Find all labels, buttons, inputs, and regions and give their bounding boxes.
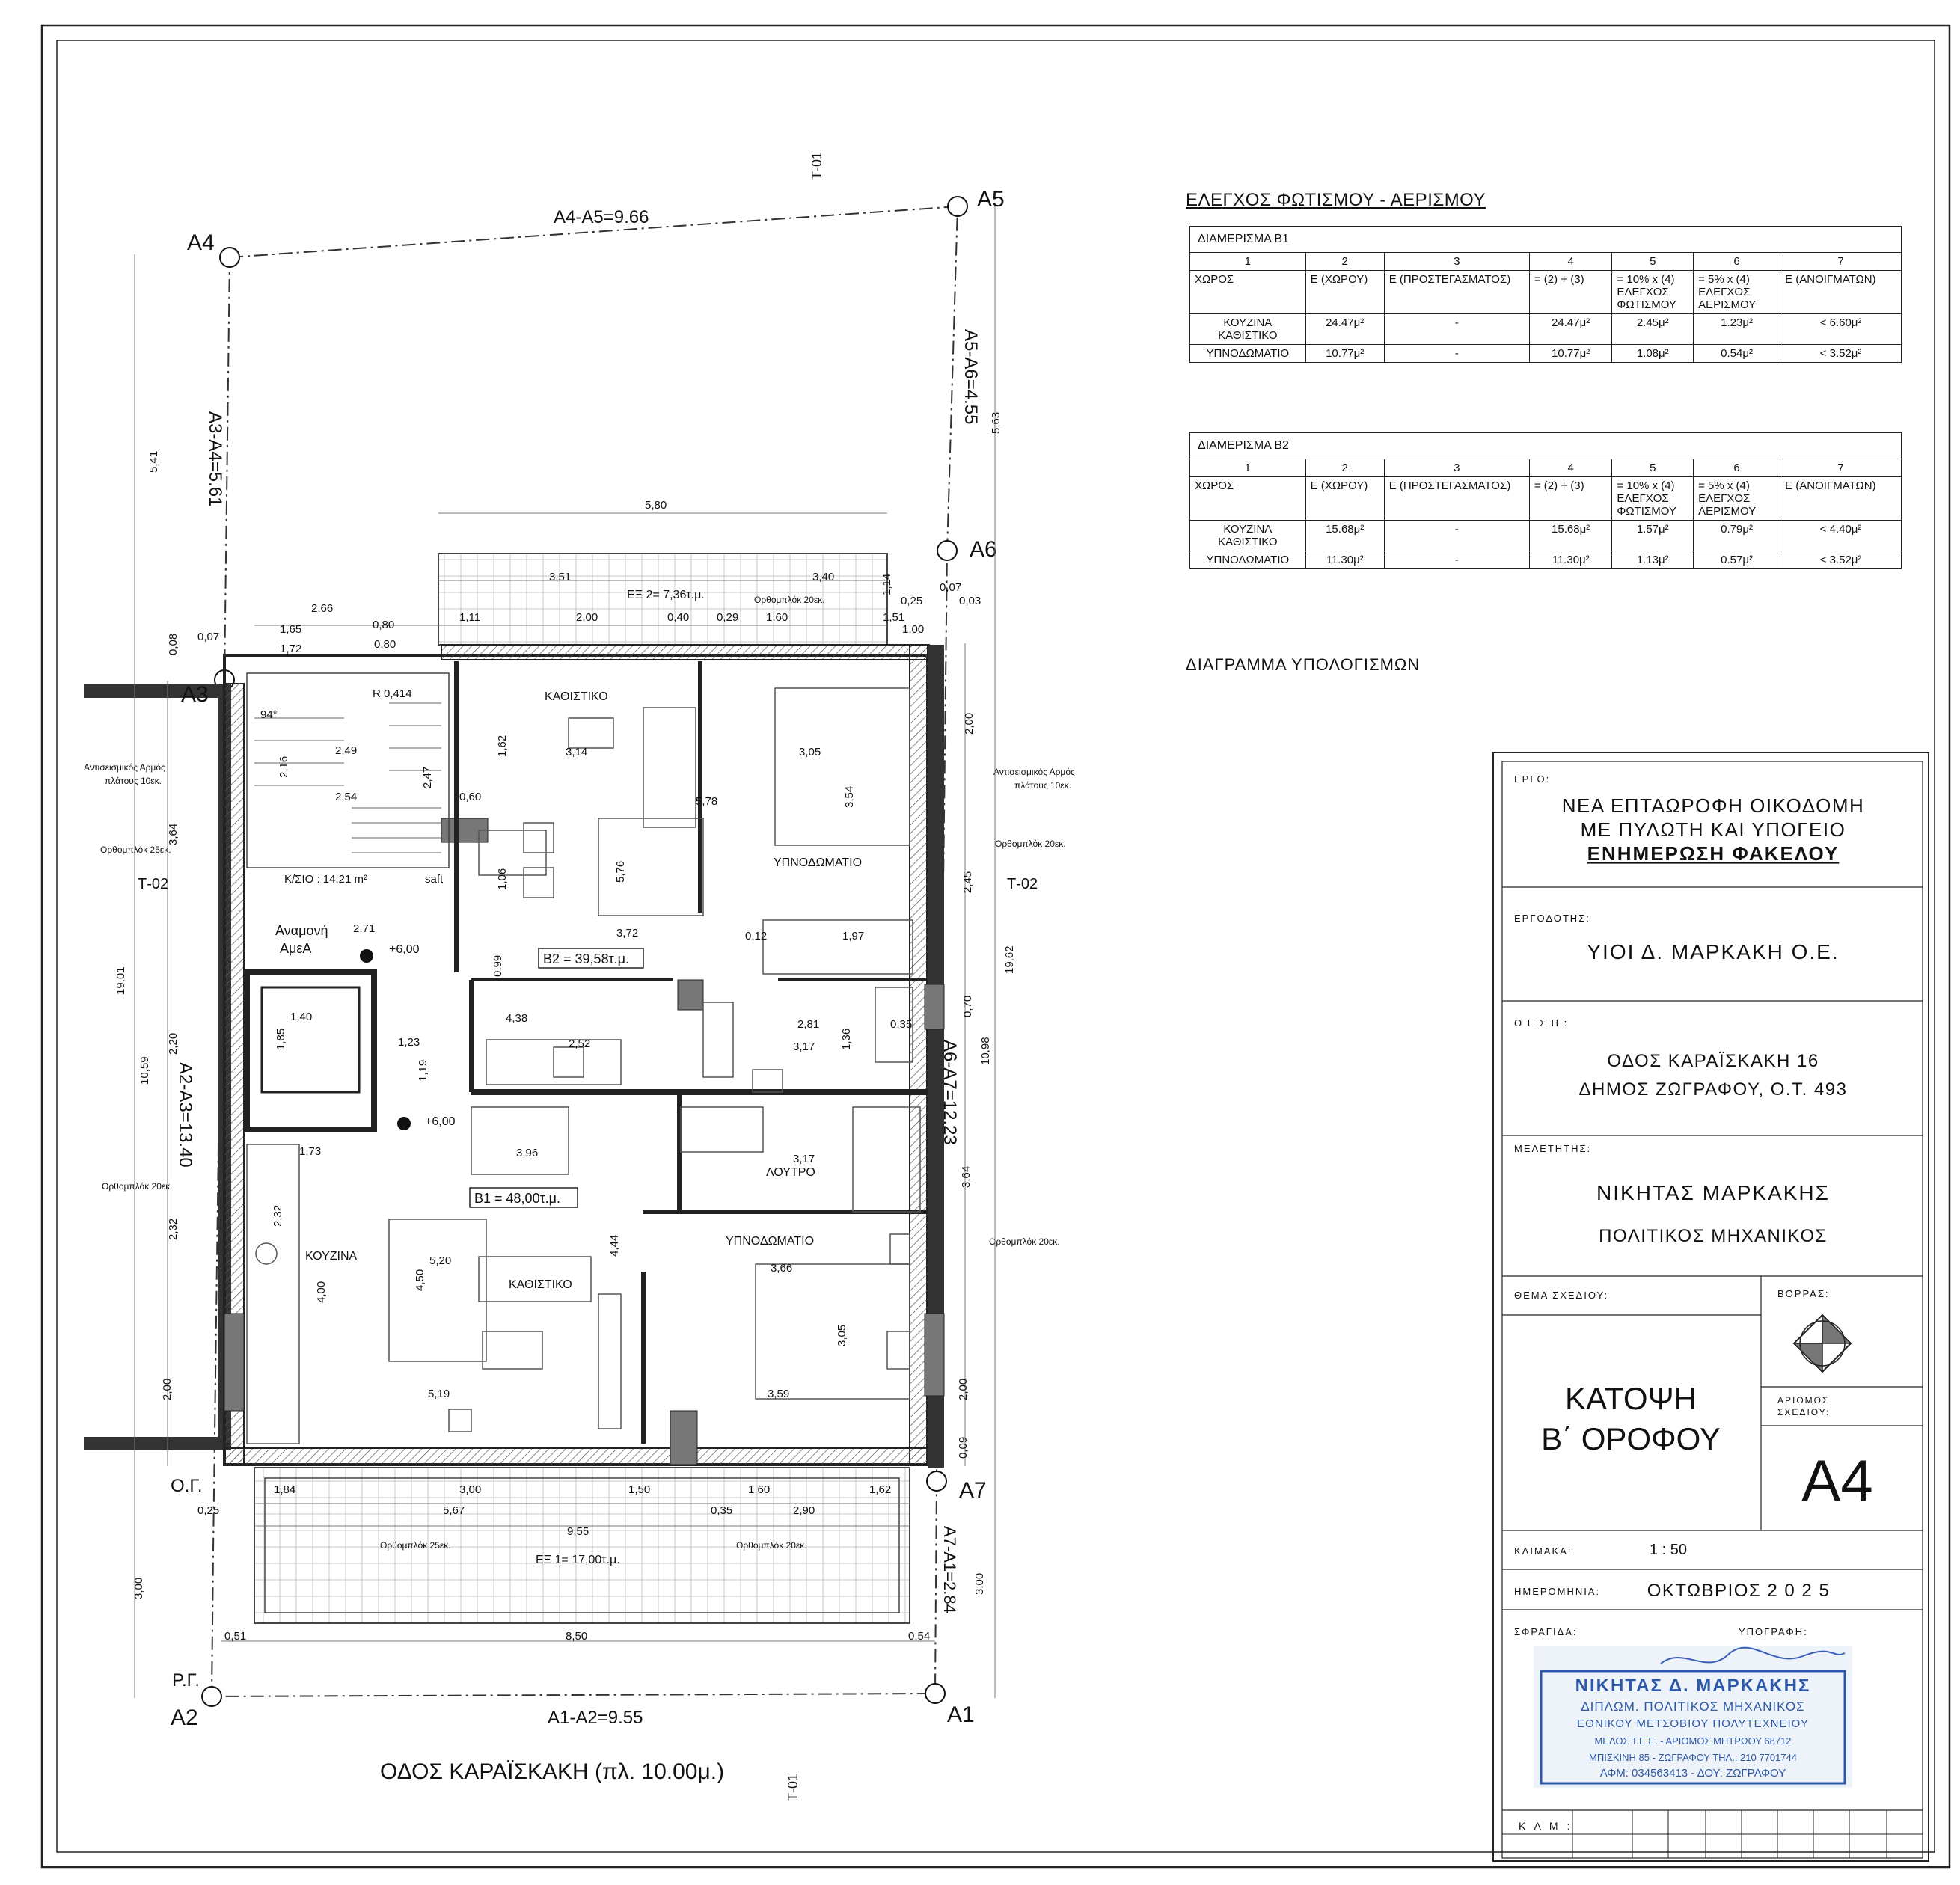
date-value: ΟΚΤΩΒΡΙΟΣ 2 0 2 5: [1647, 1581, 1831, 1601]
note-ortho20-right-mid: Ορθομπλόκ 20εκ.: [989, 1236, 1060, 1247]
calc-col-header: ΧΩΡΟΣ: [1190, 477, 1306, 521]
calc-cell: ΥΠΝΟΔΩΜΑΤΙΟ: [1190, 345, 1306, 363]
svg-text:0,40: 0,40: [667, 611, 690, 624]
project-line-2: ΜΕ ΠΥΛΩΤΗ ΚΑΙ ΥΠΟΓΕΙΟ: [1580, 818, 1846, 841]
subject-label: ΘΕΜΑ ΣΧΕΔΙΟΥ:: [1514, 1290, 1609, 1301]
svg-text:1,36: 1,36: [840, 1028, 853, 1050]
svg-text:0,03: 0,03: [959, 595, 981, 607]
point-a1: Α1: [947, 1702, 975, 1727]
stamp-line-5: ΜΠΙΣΚΙΝΗ 85 - ΖΩΓΡΑΦΟΥ ΤΗΛ.: 210 7701744: [1588, 1752, 1797, 1763]
scale-value: 1 : 50: [1649, 1542, 1688, 1558]
svg-text:0,51: 0,51: [224, 1630, 247, 1643]
svg-text:0,25: 0,25: [197, 1504, 220, 1517]
calc-row: [1190, 521, 1902, 551]
calc-cell: ΥΠΝΟΔΩΜΑΤΙΟ: [1190, 551, 1306, 569]
calc-cell: 11.30μ²: [1305, 551, 1384, 569]
svg-text:4,38: 4,38: [506, 1012, 528, 1025]
room-b1-bath: ΛΟΥΤΡΟ: [766, 1166, 815, 1179]
calc-col-header: = 10% x (4) ΕΛΕΓΧΟΣ ΦΩΤΙΣΜΟΥ: [1612, 271, 1694, 314]
calc-col-number: 7: [1780, 253, 1902, 271]
svg-text:3,59: 3,59: [768, 1388, 790, 1400]
calc-col-header: Ε (ΧΩΡΟΥ): [1305, 271, 1384, 314]
calc-cell: -: [1384, 345, 1529, 363]
calc-cell: 24.47μ²: [1305, 314, 1384, 345]
calc-cell: < 3.52μ²: [1780, 551, 1902, 569]
note-joint-right: Αντισεισμικός Αρμός πλάτους 10εκ.: [993, 767, 1075, 791]
svg-text:2,52: 2,52: [569, 1037, 591, 1050]
svg-text:0,12: 0,12: [745, 930, 768, 942]
calc-cell: 0.57μ²: [1694, 551, 1780, 569]
svg-text:2,66: 2,66: [311, 602, 334, 615]
svg-text:0,80: 0,80: [373, 619, 395, 631]
svg-text:3,17: 3,17: [793, 1040, 815, 1053]
svg-text:1,51: 1,51: [883, 611, 905, 624]
calc-cell: 11.30μ²: [1529, 551, 1612, 569]
svg-text:1,19: 1,19: [417, 1059, 429, 1082]
svg-text:1,50: 1,50: [628, 1483, 651, 1496]
svg-text:3,00: 3,00: [459, 1483, 482, 1496]
svg-text:1,11: 1,11: [459, 611, 481, 624]
calc-cell: -: [1384, 551, 1529, 569]
note-ortho20-left: Ορθομπλόκ 20εκ.: [102, 1181, 173, 1192]
point-a3: Α3: [181, 682, 209, 707]
point-a4: Α4: [187, 230, 215, 255]
room-b1-living: ΚΑΘΙΣΤΙΚΟ: [509, 1278, 572, 1291]
calc-col-number: 2: [1305, 253, 1384, 271]
svg-text:2,00: 2,00: [957, 1378, 970, 1400]
svg-text:5,67: 5,67: [443, 1504, 465, 1517]
project-label: ΕΡΓΟ:: [1514, 773, 1551, 785]
calc-row: [1190, 345, 1902, 363]
svg-text:3,72: 3,72: [616, 927, 639, 940]
point-a7: Α7: [959, 1478, 987, 1503]
note-joint-left-l1: Αντισεισμικός Αρμός: [84, 762, 165, 773]
level-2: +6,00: [425, 1115, 456, 1128]
svg-text:3,64: 3,64: [960, 1165, 973, 1188]
calc-row: [1190, 551, 1902, 569]
svg-text:0,08: 0,08: [167, 633, 180, 655]
calc-cell: -: [1384, 521, 1529, 551]
calc-heading: ΕΛΕΓΧΟΣ ΦΩΤΙΣΜΟΥ - ΑΕΡΙΣΜΟΥ: [1186, 190, 1486, 210]
calc-col-number: 1: [1190, 253, 1306, 271]
stamp-line-4: ΜΕΛΟΣ Τ.Ε.Ε. - ΑΡΙΘΜΟΣ ΜΗΤΡΩΟΥ 68712: [1594, 1735, 1792, 1747]
owner-label: ΕΡΓΟΔΟΤΗΣ:: [1514, 913, 1590, 924]
calc-table-b2: [1189, 432, 1902, 569]
point-a6: Α6: [970, 537, 997, 562]
svg-text:1,60: 1,60: [766, 611, 788, 624]
svg-text:1,65: 1,65: [280, 623, 302, 636]
calc-col-number: 5: [1612, 459, 1694, 477]
calc-cell: 10.77μ²: [1529, 345, 1612, 363]
calc-cell: 24.47μ²: [1529, 314, 1612, 345]
svg-text:3,00: 3,00: [973, 1572, 986, 1595]
svg-text:0,09: 0,09: [957, 1436, 970, 1459]
svg-text:3,66: 3,66: [771, 1262, 793, 1275]
svg-text:1,62: 1,62: [496, 735, 509, 757]
project-line-3: ΕΝΗΜΕΡΩΣΗ ΦΑΚΕΛΟΥ: [1587, 842, 1840, 865]
calc-cell: 15.68μ²: [1529, 521, 1612, 551]
svg-text:5,41: 5,41: [147, 450, 160, 473]
svg-text:5,19: 5,19: [428, 1388, 450, 1400]
designer-label: ΜΕΛΕΤΗΤΗΣ:: [1514, 1143, 1592, 1154]
svg-text:2,00: 2,00: [963, 712, 976, 735]
subject-line-1: ΚΑΤΟΨΗ: [1565, 1381, 1697, 1416]
svg-text:3,51: 3,51: [549, 571, 572, 583]
calc-col-header: Ε (ΑΝΟΙΓΜΑΤΩΝ): [1780, 271, 1902, 314]
calc-table-title: ΔΙΑΜΕΡΙΣΜΑ Β1: [1190, 227, 1902, 253]
project-line-1: ΝΕΑ ΕΠΤΑΩΡΟΦΗ ΟΙΚΟΔΟΜΗ: [1561, 794, 1865, 817]
svg-text:10,59: 10,59: [138, 1056, 151, 1085]
svg-text:3,64: 3,64: [167, 823, 180, 845]
area-balcony-bottom: ΕΞ 1= 17,00τ.μ.: [536, 1554, 620, 1566]
dim-a3-a4: Α3-Α4=5.61: [205, 411, 225, 507]
kam-label: Κ Α Μ :: [1519, 1820, 1573, 1832]
svg-text:1,85: 1,85: [275, 1028, 287, 1050]
calc-cell: 0.79μ²: [1694, 521, 1780, 551]
scale-label: ΚΛΙΜΑΚΑ:: [1514, 1545, 1572, 1557]
note-ortho20-balcony: Ορθομπλόκ 20εκ.: [754, 595, 825, 605]
svg-text:1,23: 1,23: [398, 1036, 420, 1049]
section-t02-right: Τ-02: [1007, 876, 1038, 892]
calc-table-b1: [1189, 226, 1902, 363]
calc-cell: 10.77μ²: [1305, 345, 1384, 363]
calc-cell: 1.08μ²: [1612, 345, 1694, 363]
location-line-2: ΔΗΜΟΣ ΖΩΓΡΑΦΟΥ, Ο.Τ. 493: [1578, 1079, 1848, 1100]
north-label: ΒΟΡΡΑΣ:: [1777, 1288, 1830, 1299]
calc-col-header: = (2) + (3): [1529, 271, 1612, 314]
level-1: +6,00: [389, 943, 420, 956]
calc-cell: 0.54μ²: [1694, 345, 1780, 363]
svg-text:0,07: 0,07: [197, 631, 220, 643]
svg-text:1,97: 1,97: [842, 930, 865, 942]
svg-text:3,17: 3,17: [793, 1153, 815, 1165]
dim-a2-a3: Α2-Α3=13.40: [175, 1062, 195, 1168]
calc-cell: 1.13μ²: [1612, 551, 1694, 569]
svg-text:1,40: 1,40: [290, 1011, 313, 1023]
svg-text:5,78: 5,78: [696, 795, 718, 808]
calc-col-header: = 5% x (4) ΕΛΕΓΧΟΣ ΑΕΡΙΣΜΟΥ: [1694, 477, 1780, 521]
section-t01-top: Τ-01: [809, 151, 824, 180]
svg-text:0,25: 0,25: [901, 595, 923, 607]
svg-text:2,16: 2,16: [278, 755, 290, 778]
svg-text:3,54: 3,54: [843, 785, 856, 808]
stamp-line-2: ΔΙΠΛΩΜ. ΠΟΛΙΤΙΚΟΣ ΜΗΧΑΝΙΚΟΣ: [1581, 1699, 1805, 1714]
calc-col-number: 6: [1694, 459, 1780, 477]
calc-cell: -: [1384, 314, 1529, 345]
calc-col-header: ΧΩΡΟΣ: [1190, 271, 1306, 314]
calc-cell: 1.57μ²: [1612, 521, 1694, 551]
svg-text:8,50: 8,50: [566, 1630, 588, 1643]
calc-cell: ΚΟΥΖΙΝΑ ΚΑΘΙΣΤΙΚΟ: [1190, 521, 1306, 551]
room-b2-living: ΚΑΘΙΣΤΙΚΟ: [545, 690, 608, 703]
subject-line-2: Β΄ ΟΡΟΦΟΥ: [1541, 1421, 1721, 1456]
calc-table-title: ΔΙΑΜΕΡΙΣΜΑ Β2: [1190, 433, 1902, 459]
svg-text:0,35: 0,35: [890, 1018, 913, 1031]
dim-a4-a5: Α4-Α5=9.66: [554, 207, 649, 227]
calc-col-number: 1: [1190, 459, 1306, 477]
svg-text:2,49: 2,49: [335, 744, 358, 757]
svg-text:3,96: 3,96: [516, 1147, 539, 1159]
calc-col-header: = (2) + (3): [1529, 477, 1612, 521]
calc-cell: 2.45μ²: [1612, 314, 1694, 345]
calc-col-number: 7: [1780, 459, 1902, 477]
note-ortho25-left: Ορθομπλόκ 25εκ.: [100, 845, 171, 855]
calc-diagram-title: ΔΙΑΓΡΑΜΜΑ ΥΠΟΛΟΓΙΣΜΩΝ: [1186, 655, 1421, 674]
note-joint-left-l2: πλάτους 10εκ.: [105, 776, 162, 786]
waiting-label-2: ΑμεΑ: [280, 941, 312, 956]
svg-text:5,20: 5,20: [429, 1254, 452, 1267]
note-joint-left: [84, 762, 165, 786]
room-b1-bedroom: ΥΠΝΟΔΩΜΑΤΙΟ: [726, 1235, 815, 1248]
drawing-no-label-2: ΣΧΕΔΙΟΥ:: [1777, 1407, 1831, 1417]
note-radius: R 0,414: [373, 687, 412, 700]
drawing-no-label-1: ΑΡΙΘΜΟΣ: [1777, 1395, 1830, 1406]
svg-text:2,32: 2,32: [167, 1218, 180, 1240]
calc-col-header: = 5% x (4) ΕΛΕΓΧΟΣ ΑΕΡΙΣΜΟΥ: [1694, 271, 1780, 314]
point-a5: Α5: [977, 187, 1005, 212]
calc-col-number: 4: [1529, 253, 1612, 271]
stamp-line-1: ΝΙΚΗΤΑΣ Δ. ΜΑΡΚΑΚΗΣ: [1575, 1676, 1811, 1696]
svg-text:5,76: 5,76: [614, 860, 627, 883]
calc-col-number: 4: [1529, 459, 1612, 477]
point-a2: Α2: [171, 1705, 198, 1730]
svg-text:1,14: 1,14: [881, 573, 893, 595]
neighbour-wall: [84, 691, 224, 1444]
svg-text:2,81: 2,81: [797, 1018, 820, 1031]
calc-cell: < 6.60μ²: [1780, 314, 1902, 345]
svg-text:1,73: 1,73: [299, 1145, 322, 1158]
dim-a1-a2: Α1-Α2=9.55: [548, 1708, 643, 1728]
svg-text:1,60: 1,60: [748, 1483, 771, 1496]
svg-text:0,60: 0,60: [459, 791, 482, 803]
svg-text:1,00: 1,00: [902, 623, 925, 636]
svg-text:0,07: 0,07: [940, 581, 962, 594]
svg-text:5,63: 5,63: [990, 411, 1002, 434]
calc-cell: 1.23μ²: [1694, 314, 1780, 345]
svg-text:9,55: 9,55: [567, 1525, 589, 1538]
svg-text:2,32: 2,32: [272, 1204, 284, 1227]
room-b1-kitchen: ΚΟΥΖΙΝΑ: [305, 1250, 358, 1263]
north-arrow-icon: [1794, 1315, 1851, 1372]
calc-cell: < 3.52μ²: [1780, 345, 1902, 363]
calc-cell: < 4.40μ²: [1780, 521, 1902, 551]
area-b1: Β1 = 48,00τ.μ.: [474, 1191, 561, 1206]
svg-text:94°: 94°: [260, 708, 278, 721]
svg-text:2,45: 2,45: [961, 871, 974, 893]
calc-col-header: Ε (ΠΡΟΣΤΕΓΑΣΜΑΤΟΣ): [1384, 271, 1529, 314]
dim-a5-a6: Α5-Α6=4.55: [961, 329, 981, 425]
calc-col-header: Ε (ΠΡΟΣΤΕΓΑΣΜΑΤΟΣ): [1384, 477, 1529, 521]
svg-text:0,29: 0,29: [717, 611, 739, 624]
svg-text:3,05: 3,05: [799, 746, 821, 758]
calc-col-header: = 10% x (4) ΕΛΕΓΧΟΣ ΦΩΤΙΣΜΟΥ: [1612, 477, 1694, 521]
svg-text:4,00: 4,00: [315, 1281, 328, 1303]
bottom-balcony: [254, 1468, 910, 1623]
svg-text:2,71: 2,71: [353, 922, 376, 935]
calc-col-number: 6: [1694, 253, 1780, 271]
section-t02-left: Τ-02: [138, 876, 169, 892]
stair-area-note: Κ/ΣΙΟ : 14,21 m²: [284, 873, 367, 886]
room-b2-bedroom: ΥΠΝΟΔΩΜΑΤΙΟ: [774, 856, 863, 869]
svg-text:3,40: 3,40: [812, 571, 835, 583]
svg-text:5,80: 5,80: [645, 499, 667, 512]
area-b2: Β2 = 39,58τ.μ.: [543, 951, 630, 966]
note-ortho20-bottom: Ορθομπλόκ 20εκ.: [736, 1540, 807, 1551]
calc-row: [1190, 314, 1902, 345]
calc-col-number: 5: [1612, 253, 1694, 271]
svg-text:3,14: 3,14: [566, 746, 588, 758]
svg-text:1,84: 1,84: [274, 1483, 296, 1496]
designer-name: ΝΙΚΗΤΑΣ ΜΑΡΚΑΚΗΣ: [1596, 1181, 1830, 1204]
saft-label: saft: [425, 873, 444, 886]
svg-text:4,50: 4,50: [414, 1269, 426, 1291]
building-line-label: Ρ.Γ.: [172, 1670, 200, 1691]
svg-text:19,62: 19,62: [1003, 945, 1016, 974]
svg-text:2,00: 2,00: [161, 1378, 174, 1400]
calc-cell: 15.68μ²: [1305, 521, 1384, 551]
svg-text:19,01: 19,01: [114, 966, 127, 995]
location-label: Θ Ε Σ Η :: [1514, 1017, 1569, 1029]
dim-a7-a1: Α7-Α1=2.84: [940, 1526, 959, 1613]
stamp-line-6: ΑΦΜ: 034563413 - ΔΟΥ: ΖΩΓΡΑΦΟΥ: [1599, 1767, 1786, 1780]
signature-label: ΥΠΟΓΡΑΦΗ:: [1739, 1626, 1808, 1637]
dim-a6-a7: Α6-Α7=12.23: [940, 1040, 960, 1145]
date-label: ΗΜΕΡΟΜΗΝΙΑ:: [1514, 1586, 1601, 1597]
svg-text:0,35: 0,35: [711, 1504, 733, 1517]
svg-text:2,90: 2,90: [793, 1504, 815, 1517]
engineer-stamp: [1534, 1646, 1852, 1788]
calc-col-header: Ε (ΧΩΡΟΥ): [1305, 477, 1384, 521]
svg-text:10,98: 10,98: [979, 1037, 992, 1065]
calc-cell: ΚΟΥΖΙΝΑ ΚΑΘΙΣΤΙΚΟ: [1190, 314, 1306, 345]
svg-text:3,05: 3,05: [836, 1324, 848, 1346]
location-line-1: ΟΔΟΣ ΚΑΡΑΪΣΚΑΚΗ 16: [1607, 1051, 1819, 1071]
waiting-label: Αναμονή: [275, 923, 328, 938]
svg-text:4,44: 4,44: [608, 1234, 621, 1257]
svg-text:0,54: 0,54: [908, 1630, 931, 1643]
svg-text:0,70: 0,70: [961, 995, 974, 1017]
svg-text:2,47: 2,47: [421, 766, 434, 788]
area-balcony-top: ΕΞ 2= 7,36τ.μ.: [627, 589, 705, 601]
calc-col-number: 3: [1384, 459, 1529, 477]
svg-text:1,62: 1,62: [869, 1483, 892, 1496]
svg-text:2,20: 2,20: [167, 1032, 180, 1055]
seal-label: ΣΦΡΑΓΙΔΑ:: [1514, 1626, 1578, 1637]
svg-text:1,72: 1,72: [280, 643, 302, 655]
stamp-line-3: ΕΘΝΙΚΟΥ ΜΕΤΣΟΒΙΟΥ ΠΟΛΥΤΕΧΝΕΙΟΥ: [1577, 1717, 1809, 1730]
svg-text:1,06: 1,06: [496, 868, 509, 890]
designer-role: ΠΟΛΙΤΙΚΟΣ ΜΗΧΑΝΙΚΟΣ: [1599, 1226, 1828, 1246]
svg-text:2,00: 2,00: [576, 611, 598, 624]
note-ortho20-right-top: Ορθομπλόκ 20εκ.: [995, 839, 1066, 849]
calc-col-header: Ε (ΑΝΟΙΓΜΑΤΩΝ): [1780, 477, 1902, 521]
note-ortho25-bottom: Ορθομπλόκ 25εκ.: [380, 1540, 451, 1551]
svg-text:2,54: 2,54: [335, 791, 358, 803]
drawing-number: Α4: [1801, 1447, 1873, 1513]
owner-name: ΥΙΟΙ Δ. ΜΑΡΚΑΚΗ Ο.Ε.: [1587, 940, 1840, 963]
svg-text:0,80: 0,80: [374, 638, 396, 651]
street-label: ΟΔΟΣ ΚΑΡΑΪΣΚΑΚΗ (πλ. 10.00μ.): [380, 1759, 725, 1784]
ground-line-label: Ο.Γ.: [171, 1476, 203, 1496]
svg-text:0,99: 0,99: [491, 954, 504, 977]
calc-col-number: 2: [1305, 459, 1384, 477]
svg-text:3,00: 3,00: [132, 1577, 145, 1599]
calc-col-number: 3: [1384, 253, 1529, 271]
section-t01-bottom: Τ-01: [785, 1773, 800, 1801]
